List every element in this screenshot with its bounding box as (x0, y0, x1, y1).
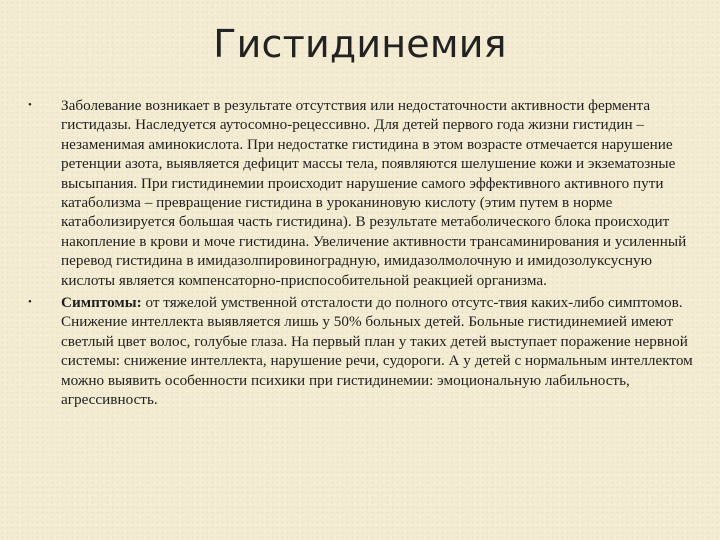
symptoms-heading: Симптомы: (61, 294, 142, 312)
list-item (28, 293, 693, 409)
list-item (28, 96, 693, 290)
bullet-marker: • (28, 99, 32, 111)
bullet-marker: • (28, 296, 32, 309)
paragraph-text: Заболевание возникает в результате отсутствия или недостаточности активности фермента гистидазы. Наследуется аутосомно-рецессивно. Для детей первого года жизни гистидин – незаменимая аминокислота. При недостатке гистидина в этом возрасте отмечается нарушение ретенции азота, выявляется дефицит массы тела, появляются шелушение кожи и экзематозные высыпания. При гистидинемии происходит нарушение самого эффективного активного пути катаболизма – превращение гистидина в уроканиновую кислоту (этим путем в норме катаболизируется большая часть гистидина). В результате метаболического блока происходит накопление в крови и моче гистидина. Увеличение активности трансаминирования и усиленный перевод гистидина в имидазолпировиноградную, имидазолмолочную и имидозолуксусную кислоты является компенсаторно-приспособительной реакцией организма. (61, 97, 687, 289)
paragraph-text: от тяжелой умственной отсталости до полного отсутс-твия каких-либо симптомов. Снижение интеллекта выявляется лишь у 50% больных детей. Больные гистидинемией имеют светлый цвет волос, голубые глаза. На первый план у таких детей выступает поражение нервной системы: снижение интеллекта, нарушение речи, судороги. А у детей с нормальным интеллектом можно выявить особенности психики при гистидинемии: эмоциональную лабильность, агрессивность. (61, 294, 693, 409)
bullet-list (28, 96, 693, 410)
slide-title: Гистидинемия (213, 22, 507, 66)
